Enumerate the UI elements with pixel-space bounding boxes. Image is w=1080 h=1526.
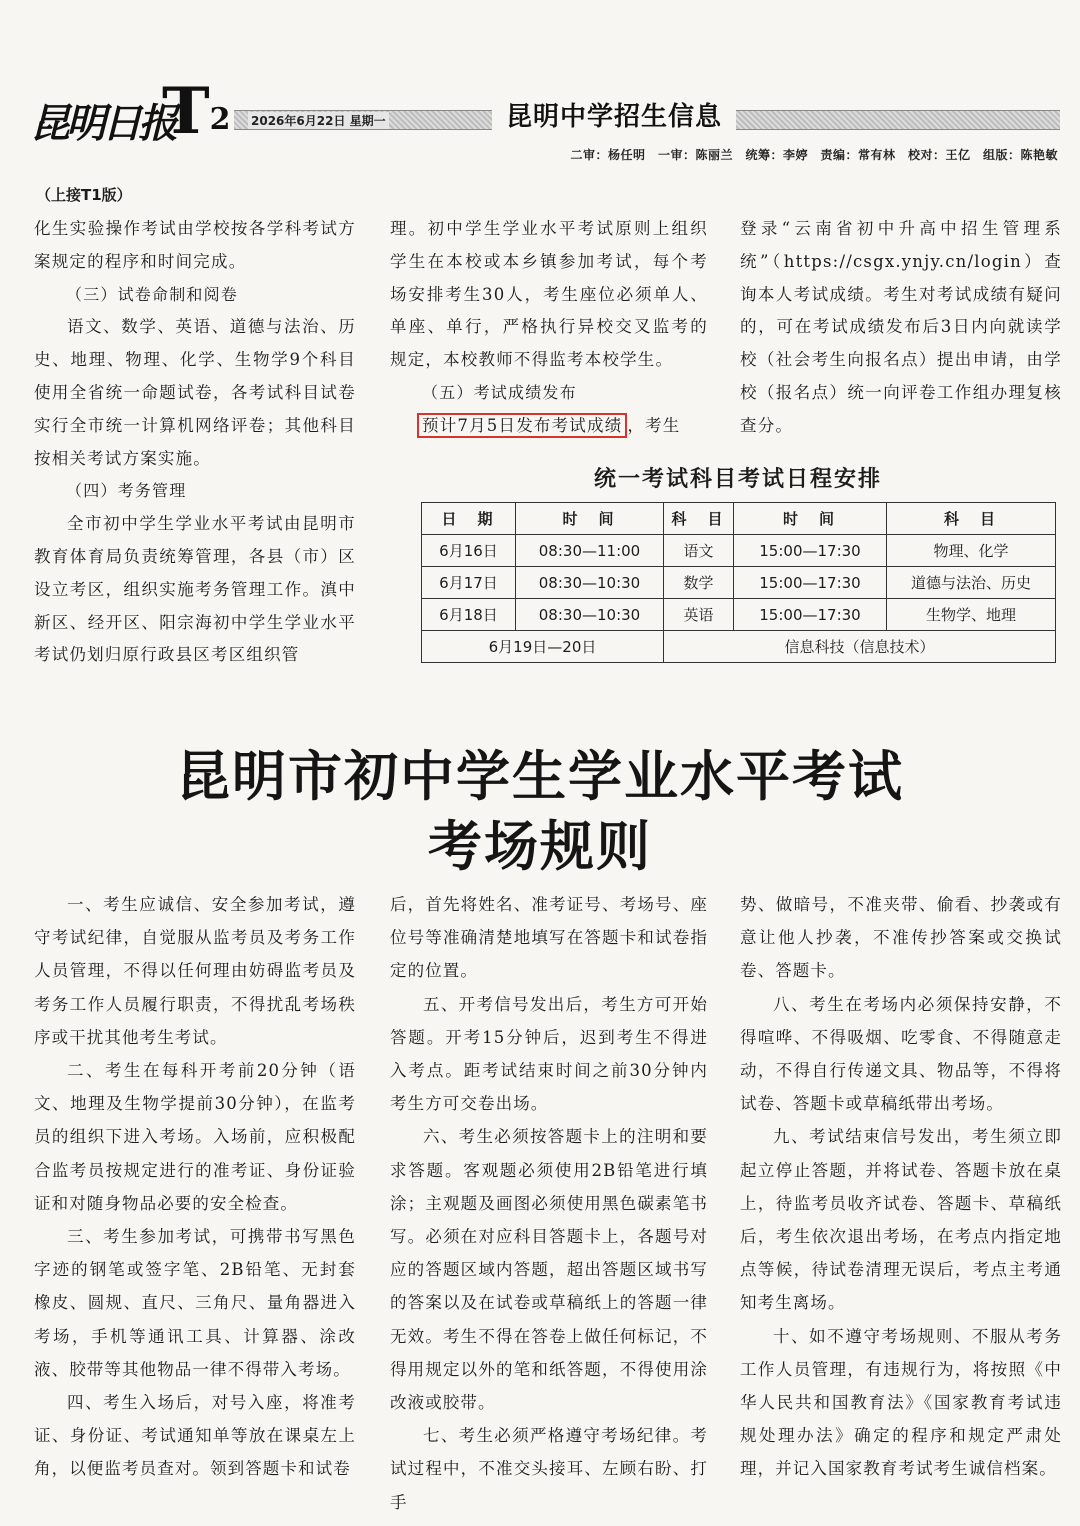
newspaper-logo: 昆明日报 (30, 100, 174, 147)
issue-date: 2026年6月22日 星期一 (248, 112, 389, 129)
highlighted-result-date: 预计7月5日发布考试成绩 (417, 413, 627, 438)
table-cell: 信息科技（信息技术） (664, 631, 1056, 663)
rule-paragraph: 二、考生在每科开考前20分钟（语文、地理及生物学提前30分钟），在监考员的组织下进入考场。入场前，应积极配合监考员按规定进行的准考证、身份证验证和对随身物品必要的安全检查。 (34, 1061, 356, 1213)
table-cell: 6月18日 (422, 599, 516, 631)
table-cell: 15:00—17:30 (734, 567, 887, 599)
schedule-table (421, 502, 1056, 663)
edition-letter: T (162, 74, 210, 149)
rule-paragraph: 六、考生必须按答题卡上的注明和要求答题。客观题必须使用2B铅笔进行填涂；主观题及画图必须使用黑色碳素笔书写。必须在对应科目答题卡上，各题号对应的答题区域内答题，超出答题区域书写的答案以及在试卷或草稿纸上的答题一律无效。考生不得在答卷上做任何标记，不得用规定以外的笔和纸答题，不得使用涂改液或胶带。 (390, 1127, 708, 1413)
subheading: （五）考试成绩发布 (422, 382, 577, 402)
table-cell: 08:30—10:30 (516, 599, 664, 631)
rule-paragraph: 三、考生参加考试，可携带书写黑色字迹的钢笔或签字笔、2B铅笔、无封套橡皮、圆规、直尺、三角尺、量角器进入考场，手机等通讯工具、计算器、涂改液、胶带等其他物品一律不得带入考场。 (34, 1227, 356, 1379)
edition-number: 2 (209, 102, 231, 137)
table-cell: 6月19日—20日 (422, 631, 664, 663)
paragraph: 登录“云南省初中升高中招生管理系统”（https://csgx.ynjy.cn/login）查询本人考试成绩。考生对考试成绩有疑问的，可在考试成绩发布后3日内向就读学校（社会考生向报名点）提出申请，由学校（报名点）统一向评卷工作组办理复核查分。 (740, 219, 1062, 435)
schedule-title: 统一考试科目考试日程安排 (593, 467, 882, 492)
table-cell: 15:00—17:30 (734, 599, 887, 631)
header-cell: 科 目 (887, 503, 1056, 535)
headline-line-2: 考场规则 (428, 815, 652, 878)
table-cell: 生物学、地理 (887, 599, 1056, 631)
section-title: 昆明中学招生信息 (492, 96, 736, 133)
header-cell: 科 目 (664, 503, 734, 535)
upper-column-2 (390, 213, 708, 443)
table-cell: 6月16日 (422, 535, 516, 567)
table-row (422, 599, 1056, 631)
article-headline (0, 742, 1080, 882)
rule-paragraph: 势、做暗号，不准夹带、偷看、抄袭或有意让他人抄袭，不准传抄答案或交换试卷、答题卡。 (740, 895, 1062, 981)
table-cell: 数学 (664, 567, 734, 599)
header-cell: 日 期 (422, 503, 516, 535)
headline-line-1: 昆明市初中学生学业水平考试 (176, 745, 904, 808)
table-cell: 08:30—10:30 (516, 567, 664, 599)
masthead (22, 74, 1062, 162)
table-cell: 道德与法治、历史 (887, 567, 1056, 599)
rules-column-2 (390, 888, 708, 1519)
table-cell: 6月17日 (422, 567, 516, 599)
paragraph: 化生实验操作考试由学校按各学科考试方案规定的程序和时间完成。 (34, 219, 356, 271)
upper-column-3 (740, 213, 1062, 443)
header-cell: 时 间 (734, 503, 887, 535)
rule-paragraph: 一、考生应诚信、安全参加考试，遵守考试纪律，自觉服从监考员及考务工作人员管理，不得以任何理由妨碍监考员及考务工作人员履行职责，不得扰乱考场秩序或干扰其他考生考试。 (34, 895, 356, 1047)
rule-paragraph: 七、考生必须严格遵守考场纪律。考试过程中，不准交头接耳、左顾右盼、打手 (390, 1426, 708, 1512)
table-cell: 语文 (664, 535, 734, 567)
paragraph (390, 410, 708, 443)
table-cell: 英语 (664, 599, 734, 631)
paragraph: 理。初中学生学业水平考试原则上组织学生在本校或本乡镇参加考试，每个考场安排考生30人，考生座位必须单人、单座、单行，严格执行异校交叉监考的规定，本校教师不得监考本校学生。 (390, 219, 708, 370)
rule-paragraph: 九、考试结束信号发出，考生须立即起立停止答题，并将试卷、答题卡放在桌上，待监考员收齐试卷、答题卡、草稿纸后，考生依次退出考场，在考点内指定地点等候，待试卷清理无误后，考点主考通知考生离场。 (740, 1127, 1062, 1313)
upper-column-1 (34, 213, 356, 672)
header-cell: 时 间 (516, 503, 664, 535)
table-header-row (422, 503, 1056, 535)
rule-paragraph: 五、开考信号发出后，考生方可开始答题。开考15分钟后，迟到考生不得进入考点。距考试结束时间之前30分钟内考生方可交卷出场。 (390, 994, 708, 1114)
subheading: （三）试卷命制和阅卷 (66, 284, 239, 304)
table-row (422, 535, 1056, 567)
edition-mark (162, 74, 231, 149)
subheading: （四）考务管理 (66, 481, 187, 501)
editor-credits: 二审：杨任明 一审：陈丽兰 统筹：李婷 责编：常有林 校对：王亿 组版：陈艳敏 (570, 148, 1058, 162)
rules-column-1 (34, 888, 356, 1486)
paragraph: 全市初中学生学业水平考试由昆明市教育体育局负责统筹管理，各县（市）区设立考区，组织实施考务管理工作。滇中新区、经开区、阳宗海初中学生学业水平考试仍划归原行政县区考区组织管 (34, 514, 356, 665)
table-cell: 08:30—11:00 (516, 535, 664, 567)
continued-note: （上接T1版） (36, 186, 132, 204)
rule-paragraph: 四、考生入场后，对号入座，将准考证、身份证、考试通知单等放在课桌左上角，以便监考员查对。领到答题卡和试卷 (34, 1393, 356, 1479)
table-row (422, 631, 1056, 663)
table-cell: 物理、化学 (887, 535, 1056, 567)
paragraph: 语文、数学、英语、道德与法治、历史、地理、物理、化学、生物学9个科目使用全省统一命题试卷，各考试科目试卷实行全市统一计算机网络评卷；其他科目按相关考试方案实施。 (34, 317, 356, 468)
paragraph-continuation: ，考生 (627, 415, 681, 435)
table-row (422, 567, 1056, 599)
rule-paragraph: 八、考生在考场内必须保持安静，不得喧哗、不得吸烟、吃零食、不得随意走动，不得自行传递文具、物品等，不得将试卷、答题卡或草稿纸带出考场。 (740, 994, 1062, 1114)
rule-paragraph: 后，首先将姓名、准考证号、考场号、座位号等准确清楚地填写在答题卡和试卷指定的位置。 (390, 895, 708, 981)
rule-paragraph: 十、如不遵守考场规则、不服从考务工作人员管理，有违规行为，将按照《中华人民共和国教育法》《国家教育考试违规处理办法》确定的程序和规定严肃处理，并记入国家教育考试考生诚信档案。 (740, 1326, 1062, 1479)
rules-column-3 (740, 888, 1062, 1486)
table-cell: 15:00—17:30 (734, 535, 887, 567)
